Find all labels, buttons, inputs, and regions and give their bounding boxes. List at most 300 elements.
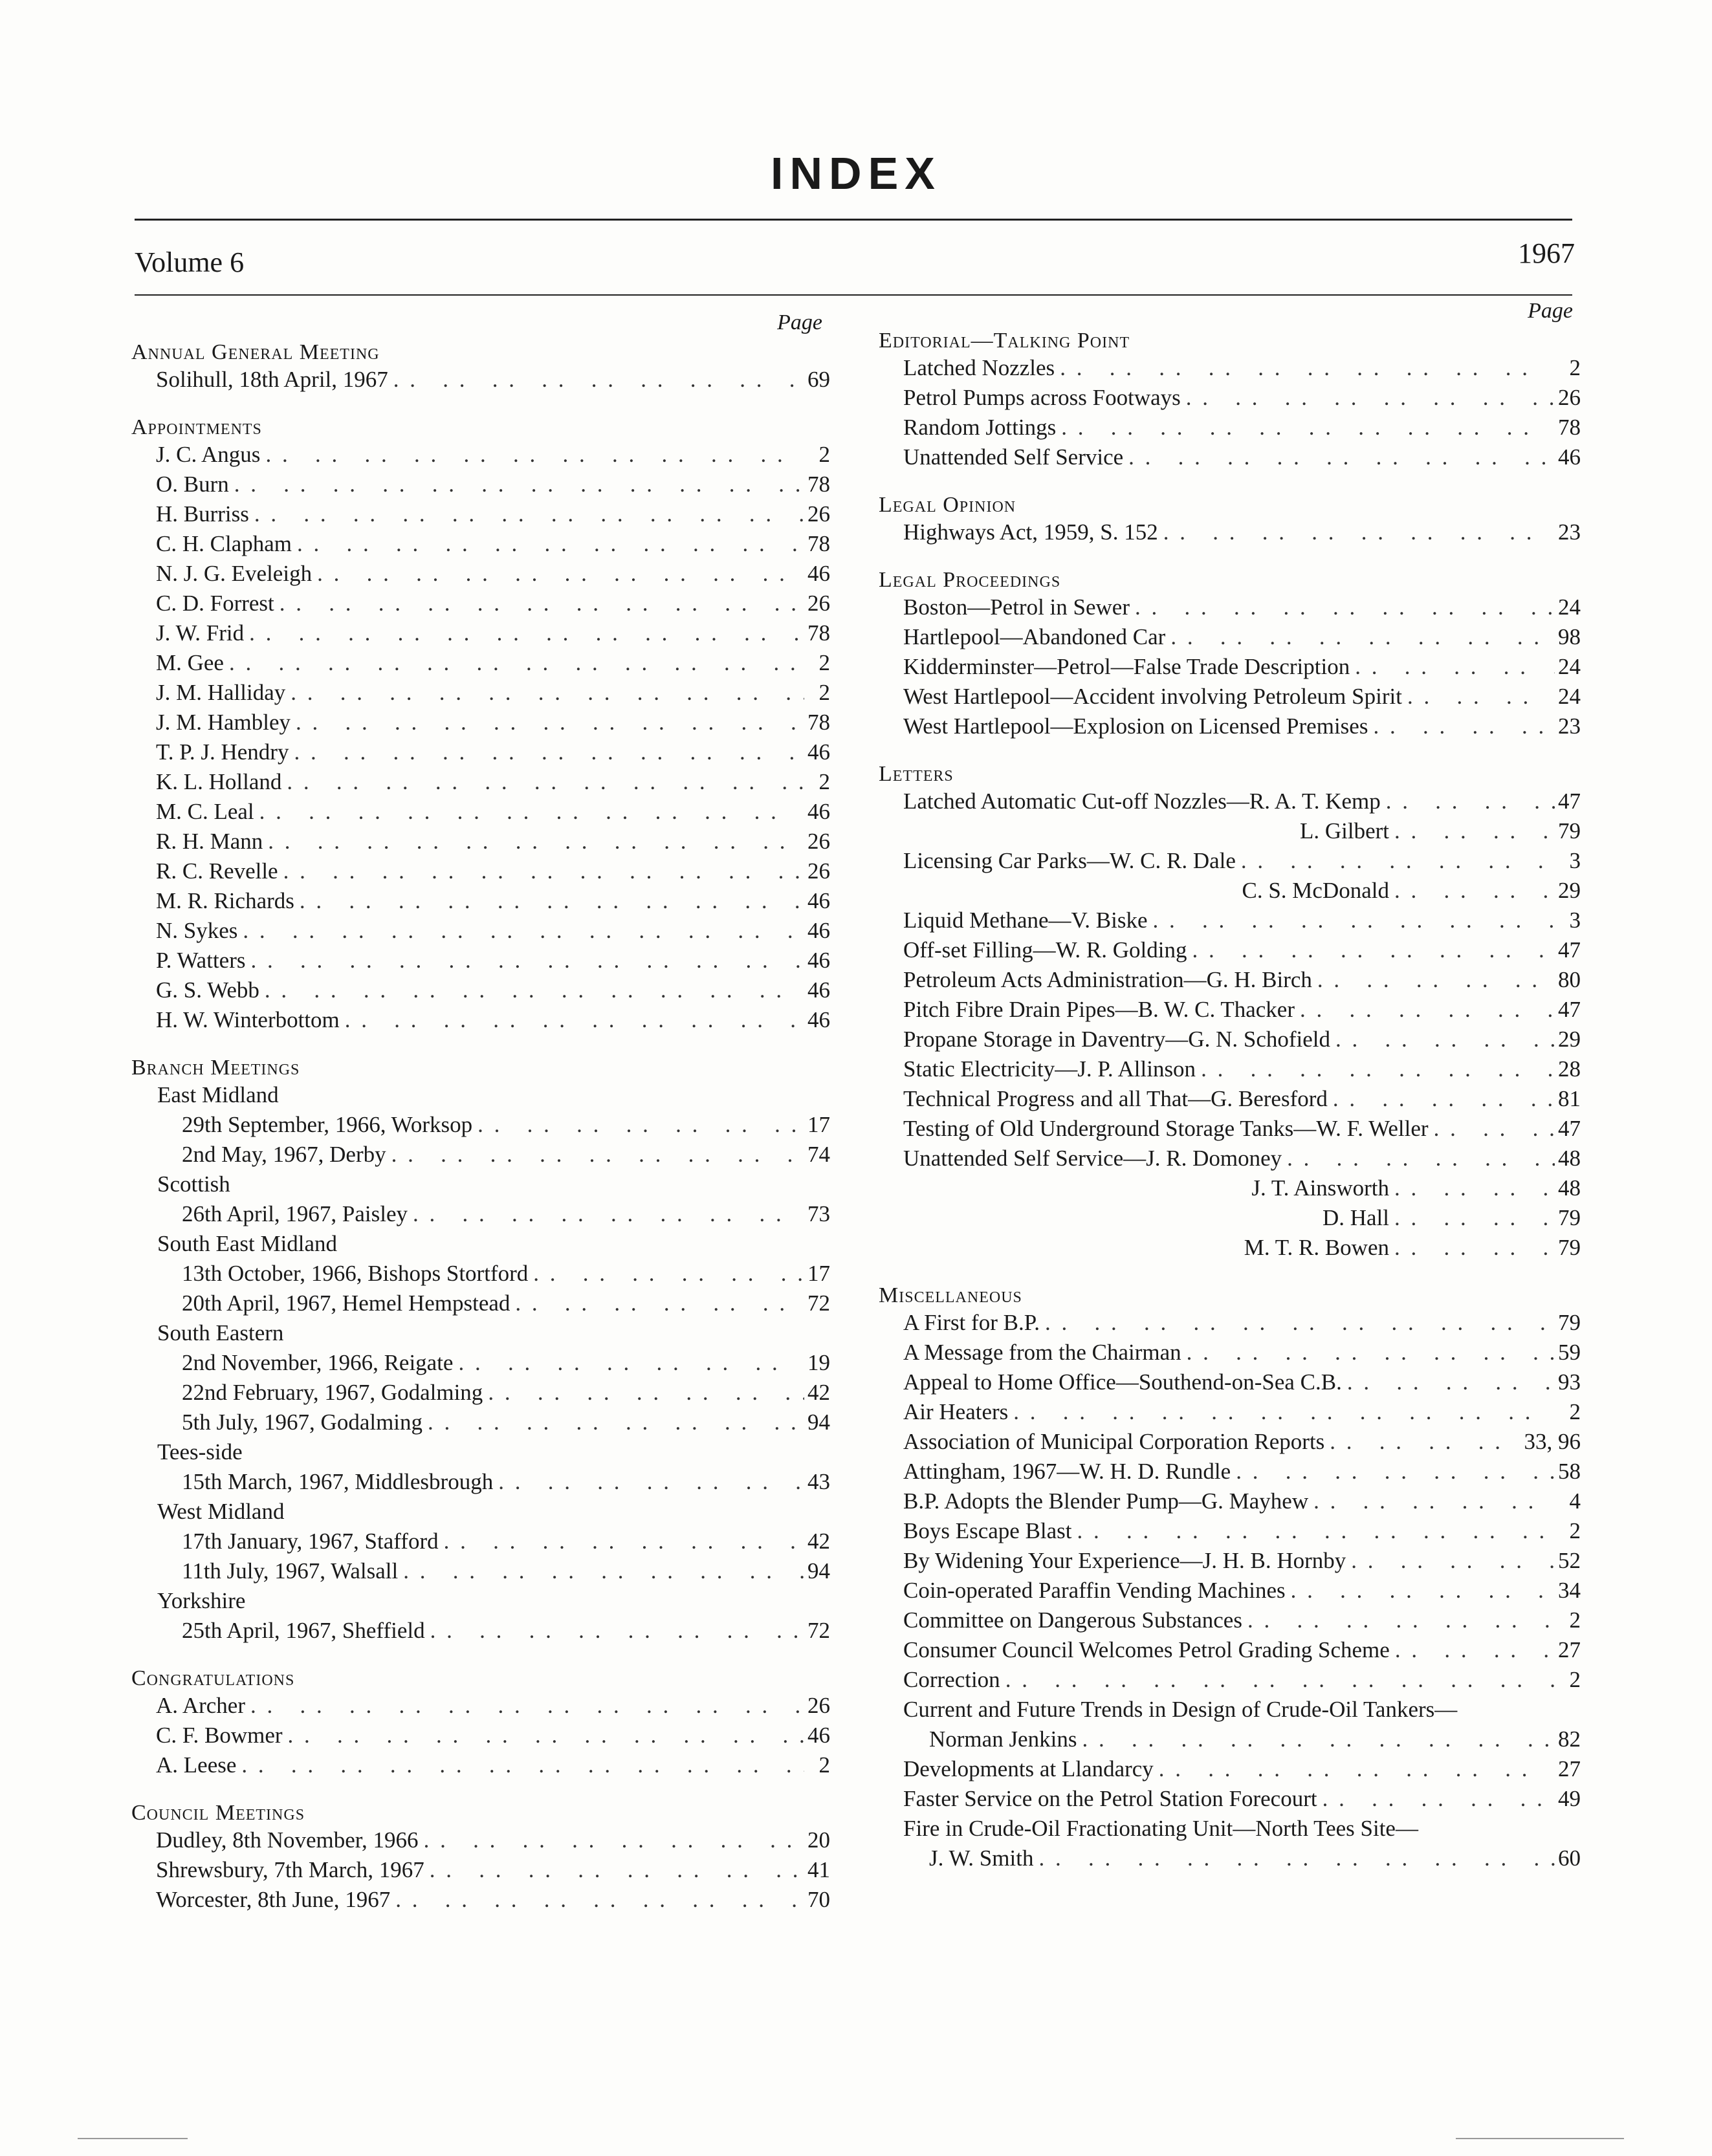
index-entry [879,1754,1581,1784]
leader-dots [390,1885,804,1915]
entry-page: 3 [1569,848,1581,873]
index-entry [879,1025,1581,1054]
branch-group-name: Tees-side [157,1439,243,1465]
entry-text: Pitch Fibre Drain Pipes—B. W. C. Thacker [903,997,1295,1022]
entry-text: Testing of Old Underground Storage Tanks—W. F. Weller [903,1116,1429,1141]
index-entry [879,906,1581,935]
index-entry [131,678,830,708]
section-editorial [879,325,1581,472]
entry-page: 46 [807,948,830,973]
entry-text: West Hartlepool—Explosion on Licensed Premises [903,713,1368,739]
leader-dots [1181,383,1555,413]
entry-page: 79 [1558,1310,1581,1335]
index-entry [879,517,1581,547]
index-entry [879,1546,1581,1576]
entry-page: 41 [807,1857,830,1882]
leader-dots [294,886,804,916]
entry-page: 46 [807,561,830,586]
entry-text: 26th April, 1967, Paisley [182,1201,408,1226]
entry-page: 79 [1558,1235,1581,1260]
leader-dots [291,708,804,737]
index-entry [879,1084,1581,1114]
entry-page: 58 [1558,1459,1581,1484]
entry-text: Licensing Car Parks—W. C. R. Dale [903,848,1236,873]
entry-text: A. Archer [156,1693,246,1718]
entry-text: M. R. Richards [156,888,294,913]
entry-page: 26 [807,591,830,616]
entry-page: 47 [1558,937,1581,963]
leader-dots [1040,1308,1555,1338]
left-column [131,309,830,1932]
leader-dots [285,678,804,708]
index-entry [879,1308,1581,1338]
entry-text: L. Gilbert [1299,818,1389,844]
entry-text: Latched Nozzles [903,355,1055,380]
index-entry [131,529,830,559]
index-entry [879,787,1581,816]
entry-page: 42 [807,1529,830,1554]
index-entry [131,648,830,678]
index-entry [879,965,1581,995]
entry-page: 2 [818,680,830,705]
branch-group-name: South East Midland [157,1231,338,1256]
leader-dots [424,1855,804,1885]
entry-text: T. P. J. Hendry [156,739,289,765]
entry-text: Static Electricity—J. P. Allinson [903,1056,1196,1082]
leader-dots [278,856,804,886]
entry-text: Dudley, 8th November, 1966 [156,1827,419,1853]
section-heading: Legal Opinion [879,493,1016,517]
leader-dots [1033,1844,1555,1873]
leader-dots [1295,995,1555,1025]
index-entry [879,1397,1581,1427]
page-title: INDEX [771,148,941,199]
leader-dots [1056,413,1555,442]
entry-page: 98 [1558,624,1581,649]
leader-dots [283,1721,804,1750]
leader-dots [1242,1606,1555,1635]
volume-label: Volume 6 [135,246,245,278]
leader-dots [274,589,804,618]
page-column-heading: Page [1528,299,1573,323]
entry-page: 26 [807,501,830,527]
section-heading: Legal Proceedings [879,568,1061,592]
index-entry [131,1556,830,1586]
header-rule [135,294,1572,296]
leader-dots [423,1408,804,1437]
leader-dots [1196,1054,1555,1084]
index-entry [131,708,830,737]
index-entry [879,442,1581,472]
entry-page: 2 [818,1752,830,1778]
leader-dots [340,1005,804,1035]
leader-dots [1055,353,1555,383]
entry-page: 46 [807,1723,830,1748]
entry-text: 5th July, 1967, Godalming [182,1410,423,1435]
leader-dots [1317,1784,1555,1814]
entry-page: 48 [1558,1175,1581,1201]
index-entry [131,1110,830,1140]
entry-page: 46 [807,799,830,824]
entry-page: 46 [807,888,830,913]
entry-page: 80 [1558,967,1581,992]
entry-text: A. Leese [156,1752,237,1778]
entry-page: 69 [807,367,830,392]
leader-dots [260,440,804,470]
entry-text: 2nd November, 1966, Reigate [182,1350,454,1375]
top-rule [135,219,1572,221]
entry-page: 17 [807,1261,830,1286]
entry-text: A First for B.P. [903,1310,1040,1335]
entry-text: By Widening Your Experience—J. H. B. Hornby [903,1548,1346,1573]
entry-text: C. H. Clapham [156,531,292,556]
index-entry [879,1606,1581,1635]
entry-page: 78 [807,710,830,735]
index-entry [879,935,1581,965]
index-entry [879,1576,1581,1606]
index-entry [131,1140,830,1170]
entry-page: 33, 96 [1524,1429,1581,1454]
entry-text: Petroleum Acts Administration—G. H. Birch [903,967,1312,992]
entry-page: 60 [1558,1846,1581,1871]
entry-text: M. T. R. Bowen [1244,1235,1389,1260]
index-entry [879,1784,1581,1814]
entry-text: Boys Escape Blast [903,1518,1072,1543]
entry-page: 94 [807,1410,830,1435]
index-entry [879,1338,1581,1367]
entry-text: K. L. Holland [156,769,282,794]
entry-page: 46 [807,977,830,1003]
leader-dots [1429,1114,1555,1144]
page-column-heading: Page [777,310,822,334]
leader-dots [1008,1397,1555,1427]
entry-text: Worcester, 8th June, 1967 [156,1887,391,1912]
entry-text: P. Watters [156,948,246,973]
leader-dots [245,946,804,975]
entry-text: Attingham, 1967—W. H. D. Rundle [903,1459,1231,1484]
leader-dots [1390,1635,1555,1665]
entry-page: 27 [1558,1756,1581,1781]
leader-dots [472,1110,804,1140]
entry-page: 3 [1569,908,1581,933]
index-entry [879,1695,1581,1725]
entry-page: 34 [1558,1578,1581,1603]
entry-text: Developments at Llandarcy [903,1756,1154,1781]
index-entry [879,1665,1581,1695]
entry-text: O. Burn [156,472,229,497]
entry-page: 74 [807,1142,830,1167]
leader-dots [1130,593,1555,622]
leader-dots [1148,906,1555,935]
index-entry [131,1885,830,1915]
entry-page: 72 [807,1618,830,1643]
entry-text: 17th January, 1967, Stafford [182,1529,439,1554]
index-entry [131,499,830,529]
entry-text: Liquid Methane—V. Biske [903,908,1148,933]
leader-dots [229,470,804,499]
entry-page: 2 [1569,1607,1581,1633]
leader-dots [254,797,804,827]
leader-dots [493,1467,804,1497]
entry-text: Unattended Self Service [903,444,1124,470]
entry-text: Current and Future Trends in Design of Crude-Oil Tankers— [903,1697,1458,1722]
leader-dots [1165,622,1555,652]
entry-page: 24 [1558,594,1581,620]
leader-dots [289,737,804,767]
entry-page: 59 [1558,1340,1581,1365]
leader-dots [386,1140,804,1170]
branch-group-name: Scottish [157,1171,230,1197]
leader-dots [1187,935,1555,965]
entry-page: 23 [1558,713,1581,739]
index-entry [131,1750,830,1780]
section-heading: Editorial—Talking Point [879,329,1130,353]
leader-dots [510,1289,804,1318]
index-entry [131,827,830,856]
entry-text: Hartlepool—Abandoned Car [903,624,1166,649]
entry-page: 26 [807,858,830,884]
index-entry [131,767,830,797]
index-entry [879,1516,1581,1546]
leader-dots [1077,1725,1555,1754]
index-entry [879,1814,1581,1844]
entry-text: Technical Progress and all That—G. Beresford [903,1086,1328,1111]
entry-page: 24 [1558,684,1581,709]
index-entry [879,1173,1581,1203]
index-entry [879,816,1581,846]
leader-dots [292,529,804,559]
leader-dots [1342,1367,1555,1397]
entry-text: N. J. G. Eveleigh [156,561,313,586]
index-entry [131,1721,830,1750]
index-entry [131,1691,830,1721]
index-entry [879,622,1581,652]
index-entry [131,1825,830,1855]
index-entry [879,995,1581,1025]
entry-text: Faster Service on the Petrol Station Forecourt [903,1786,1317,1811]
entry-text: C. D. Forrest [156,591,274,616]
entry-text: G. S. Webb [156,977,259,1003]
leader-dots [224,648,804,678]
entry-text: Propane Storage in Daventry—G. N. Schofield [903,1027,1330,1052]
index-entry [879,1844,1581,1873]
branch-group-name: West Midland [157,1499,285,1524]
leader-dots [259,975,804,1005]
leader-dots [1181,1338,1555,1367]
entry-text: B.P. Adopts the Blender Pump—G. Mayhew [903,1488,1309,1514]
index-entry [879,1427,1581,1457]
entry-page: 29 [1558,1027,1581,1052]
index-entry [879,652,1581,682]
entry-text: 11th July, 1967, Walsall [182,1558,399,1584]
entry-text: J. M. Halliday [156,680,286,705]
entry-page: 19 [807,1350,830,1375]
entry-page: 2 [818,769,830,794]
leader-dots [528,1259,804,1289]
entry-page: 46 [807,739,830,765]
section-branch-meetings [131,1052,830,1646]
entry-page: 46 [807,918,830,943]
leader-dots [1236,846,1555,876]
entry-page: 42 [807,1380,830,1405]
entry-text: M. C. Leal [156,799,254,824]
index-entry [131,618,830,648]
leader-dots [1158,517,1555,547]
entry-page: 81 [1558,1086,1581,1111]
index-entry [131,1348,830,1378]
index-entry [879,1486,1581,1516]
entry-text: Kidderminster—Petrol—False Trade Description [903,654,1350,679]
leader-dots [1312,965,1555,995]
entry-text: H. Burriss [156,501,249,527]
index-entry [131,975,830,1005]
entry-text: Unattended Self Service—J. R. Domoney [903,1146,1282,1171]
entry-page: 43 [807,1469,830,1494]
leader-dots [237,916,804,946]
leader-dots [1330,1025,1555,1054]
section-appointments [131,411,830,1035]
entry-text: Off-set Filling—W. R. Golding [903,937,1187,963]
index-entry [131,856,830,886]
entry-page: 20 [807,1827,830,1853]
entry-text: H. W. Winterbottom [156,1007,340,1032]
entry-text: Shrewsbury, 7th March, 1967 [156,1857,424,1882]
section-heading: Congratulations [131,1666,295,1690]
index-entry [131,1005,830,1035]
entry-page: 2 [1569,1667,1581,1692]
index-entry [131,1408,830,1437]
entry-text: Random Jottings [903,415,1057,440]
entry-text: C. F. Bowmer [156,1723,283,1748]
index-entry [879,353,1581,383]
section-letters [879,758,1581,1263]
index-entry [131,946,830,975]
entry-text: J. W. Smith [929,1846,1034,1871]
index-entry [131,1259,830,1289]
leader-dots [1389,1233,1555,1263]
index-entry [131,1289,830,1318]
leader-dots [398,1556,804,1586]
leader-dots [1346,1546,1555,1576]
index-entry [131,1199,830,1229]
entry-page: 78 [807,620,830,646]
entry-text: N. Sykes [156,918,238,943]
leader-dots [1231,1457,1555,1486]
leader-dots [1072,1516,1555,1546]
entry-page: 79 [1558,1205,1581,1230]
entry-text: 20th April, 1967, Hemel Hempstead [182,1290,510,1316]
leader-dots [388,365,804,395]
right-column [879,298,1581,1890]
entry-page: 2 [818,442,830,467]
leader-dots [1389,876,1555,906]
entry-text: J. C. Angus [156,442,261,467]
entry-page: 47 [1558,789,1581,814]
leader-dots [263,827,804,856]
entry-page: 23 [1558,519,1581,545]
entry-text: 29th September, 1966, Worksop [182,1112,473,1137]
entry-text: Committee on Dangerous Substances [903,1607,1242,1633]
leader-dots [244,618,804,648]
leader-dots [236,1750,804,1780]
index-entry [131,916,830,946]
index-entry [879,1054,1581,1084]
entry-page: 78 [1558,415,1581,440]
entry-text: Boston—Petrol in Sewer [903,594,1130,620]
leader-dots [408,1199,804,1229]
leader-dots [1123,442,1555,472]
index-entry [131,440,830,470]
entry-text: Coin-operated Paraffin Vending Machines [903,1578,1286,1603]
leader-dots [1402,682,1555,712]
section-agm [131,336,830,395]
entry-page: 26 [807,829,830,854]
leader-dots [1389,1203,1555,1233]
section-congratulations [131,1662,830,1780]
entry-page: 49 [1558,1786,1581,1811]
footer-mark-right [1456,2138,1624,2139]
index-entry [879,876,1581,906]
footer-mark-left [78,2138,188,2139]
entry-text: 25th April, 1967, Sheffield [182,1618,425,1643]
entry-text: 13th October, 1966, Bishops Stortford [182,1261,529,1286]
index-entry [131,1467,830,1497]
entry-text: Highways Act, 1959, S. 152 [903,519,1158,545]
leader-dots [1308,1486,1555,1516]
leader-dots [281,767,804,797]
entry-page: 2 [1569,1399,1581,1424]
entry-text: A Message from the Chairman [903,1340,1181,1365]
entry-text: C. S. McDonald [1242,878,1389,903]
entry-page: 46 [1558,444,1581,470]
entry-text: Correction [903,1667,1000,1692]
section-heading: Council Meetings [131,1801,305,1825]
section-heading: Appointments [131,415,262,439]
entry-text: R. H. Mann [156,829,263,854]
entry-text: D. Hall [1322,1205,1389,1230]
index-entry [879,1725,1581,1754]
entry-text: Norman Jenkins [929,1726,1077,1752]
section-legal-proceedings [879,564,1581,741]
index-entry [131,1616,830,1646]
entry-page: 93 [1558,1369,1581,1395]
index-entry [879,383,1581,413]
index-entry [131,365,830,395]
entry-text: 15th March, 1967, Middlesbrough [182,1469,494,1494]
entry-page: 47 [1558,997,1581,1022]
leader-dots [1389,816,1555,846]
leader-dots [245,1691,804,1721]
index-entry [131,737,830,767]
leader-dots [1381,787,1555,816]
branch-group-name: Yorkshire [157,1588,246,1613]
index-entry [131,886,830,916]
index-entry [131,797,830,827]
index-entry [131,1527,830,1556]
leader-dots [453,1348,804,1378]
section-miscellaneous [879,1279,1581,1873]
entry-text: Latched Automatic Cut-off Nozzles—R. A. T. Kemp [903,789,1381,814]
leader-dots [483,1378,804,1408]
leader-dots [1000,1665,1555,1695]
entry-page: 73 [807,1201,830,1226]
entry-text: J. M. Hambley [156,710,291,735]
entry-text: Solihull, 18th April, 1967 [156,367,388,392]
section-heading: Letters [879,762,954,786]
entry-page: 2 [1569,355,1581,380]
entry-page: 28 [1558,1056,1581,1082]
index-entry [131,1855,830,1885]
